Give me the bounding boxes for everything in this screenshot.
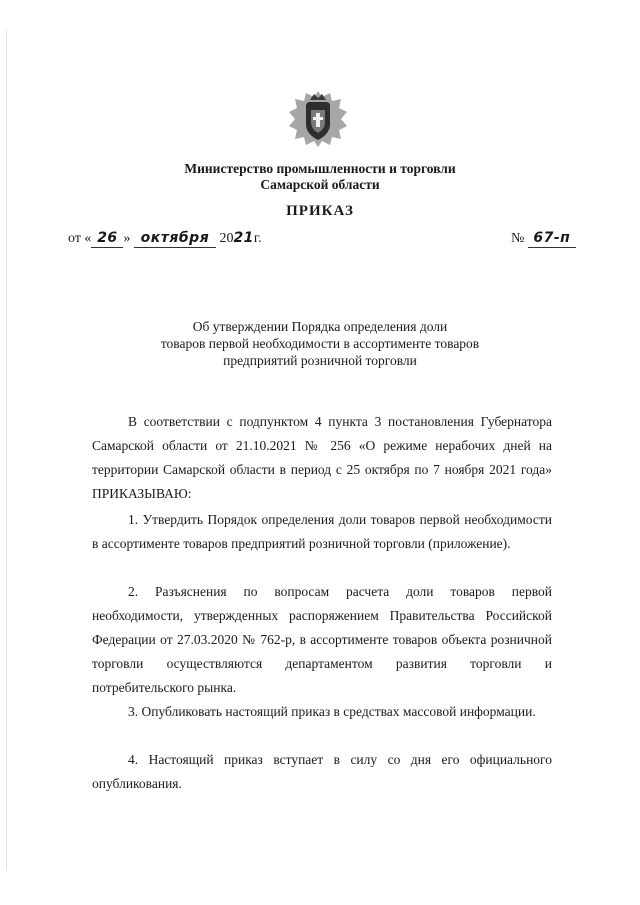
preamble-paragraph	[92, 410, 552, 506]
number-handwritten: 67-п	[528, 229, 576, 248]
date-month-handwritten: октября	[134, 229, 216, 248]
document-type-title: ПРИКАЗ	[286, 203, 354, 219]
order-item-2	[92, 580, 552, 700]
order-item-3-text: 3. Опубликовать настоящий приказ в средствах массовой информации.	[128, 704, 536, 719]
ministry-name-line1: Министерство промышленности и торговли	[184, 161, 456, 176]
date-year-prefix: 20	[219, 231, 234, 246]
order-item-2-text: 2. Разъяснения по вопросам расчета доли товаров первой необходимости, утвержденных распоряжением Правительства Российской Федерации от 27.03.2020 № 762-р, в ассортименте товаров объекта розничной торговли осуществляются департаментом развития торговли и потребительского рынка.	[92, 584, 552, 695]
order-date	[68, 229, 262, 251]
subject-line2: товаров первой необходимости в ассортименте товаров	[160, 336, 480, 351]
order-item-4-text: 4. Настоящий приказ вступает в силу со дня его официального опубликования.	[92, 752, 552, 791]
order-item-3	[92, 700, 552, 724]
order-number	[511, 229, 576, 248]
coat-of-arms-icon	[286, 88, 350, 150]
subject-line1: Об утверждении Порядка определения доли	[192, 319, 448, 334]
number-prefix: №	[511, 231, 525, 246]
date-year-suffix: г.	[253, 231, 262, 246]
order-item-1	[92, 508, 552, 556]
order-item-4	[92, 748, 552, 796]
date-quote-close: »	[123, 231, 131, 246]
date-year-handwritten: 21	[233, 230, 254, 246]
date-day-handwritten: 26	[91, 229, 123, 248]
scan-edge-line	[6, 30, 7, 870]
ministry-name-line2: Самарской области	[260, 177, 380, 192]
order-item-1-text: 1. Утвердить Порядок определения доли товаров первой необходимости в ассортименте товаров предприятий розничной торговли (приложение).	[92, 512, 552, 551]
date-prefix: от «	[68, 231, 92, 246]
subject-line3: предприятий розничной торговли	[223, 353, 417, 368]
preamble-text: В соответствии с подпунктом 4 пункта 3 постановления Губернатора Самарской области от 21.10.2021 № 256 «О режиме нерабочих дней на территории Самарской области в период с 25 октября по 7 ноября 2021 года» ПРИКАЗЫВАЮ:	[92, 414, 552, 501]
